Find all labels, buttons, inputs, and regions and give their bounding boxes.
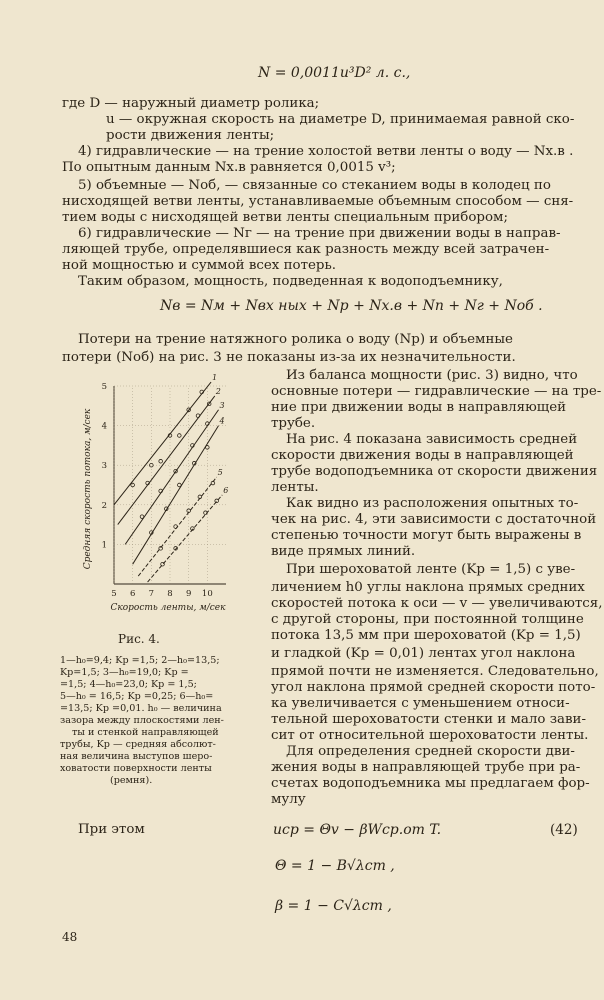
text-line: ной мощностью и суммой всех потерь.	[62, 258, 337, 273]
data-point-3	[140, 515, 144, 519]
text-line: ленты.	[271, 480, 319, 495]
legend-line: Kр=1,5; 3—h₀=19,0; Kр =	[60, 667, 189, 678]
text-line: 5) объемные — Nоб, — связанные со стеканием воды в колодец по	[78, 178, 551, 193]
x-tick-label: 8	[167, 589, 173, 599]
series-line-1	[114, 382, 211, 505]
text-line: угол наклона прямой средней скорости пото-	[271, 680, 596, 695]
text-line: с другой стороны, при постоянной толщине	[271, 612, 584, 627]
text-line: счетах водоподъемника мы предлагаем фор-	[271, 776, 590, 791]
text-line: трубе водоподъемника от скорости движения	[271, 464, 598, 479]
legend-line: трубы, Kр — средняя абсолют-	[60, 739, 216, 750]
text-line: прямой почти не изменяется. Следовательно,	[271, 664, 599, 679]
formula-theta: Θ = 1 − B√λст ,	[275, 858, 395, 874]
data-point-2	[178, 434, 182, 438]
series-label-2: 2	[215, 386, 221, 396]
text-line: Из баланса мощности (рис. 3) видно, что	[286, 368, 578, 383]
text-line: При этом	[78, 822, 145, 837]
text-line: личением h0 углы наклона прямых средних	[271, 580, 585, 595]
text-line: При шероховатой ленте (Kр = 1,5) с уве-	[286, 562, 576, 577]
text-line: где D — наружный диаметр ролика;	[62, 96, 320, 111]
figure-caption: Рис. 4.	[118, 632, 160, 646]
y-tick-label: 5	[101, 382, 107, 392]
text-line: нисходящей ветви ленты, устанавливаемые объемным способом — сня-	[62, 194, 574, 209]
formula-power-loss: N = 0,0011u³D² л. с.,	[258, 65, 411, 81]
velocity-chart	[76, 374, 236, 634]
text-line: скоростей потока к оси — v — увеличиваются,	[271, 596, 603, 611]
legend-line: ховатости поверхности ленты	[60, 763, 212, 774]
page-number: 48	[62, 930, 78, 944]
legend-line: (ремня).	[110, 775, 153, 786]
series-label-4: 4	[219, 416, 225, 426]
y-tick-label: 2	[101, 500, 107, 511]
series-line-3	[125, 410, 218, 545]
legend-line: =13,5; Kр =0,01. h₀ — величина	[60, 703, 222, 714]
legend-line: ная величина выступов шеро-	[60, 751, 213, 762]
text-line: ляющей трубе, определявшиеся как разность между всей затрачен-	[62, 242, 550, 257]
x-tick-label: 10	[201, 589, 213, 599]
data-point-2	[159, 459, 163, 463]
text-line: Как видно из расположения опытных то-	[286, 496, 579, 511]
series-label-5: 5	[217, 468, 223, 478]
text-line: тием воды с нисходящей ветви ленты специальным прибором;	[62, 210, 508, 225]
legend-line: ты и стенкой направляющей	[72, 727, 219, 738]
series-label-1: 1	[212, 374, 218, 383]
text-line: 6) гидравлические — Nг — на трение при движении воды в направ-	[78, 226, 561, 241]
formula-beta: β = 1 − C√λст ,	[275, 898, 392, 914]
text-line: трубе.	[271, 416, 316, 431]
legend-line: =1,5; 4—h₀=23,0; Kр = 1,5;	[60, 679, 197, 690]
text-line: По опытным данным Nх.в равняется 0,0015 v³;	[62, 160, 396, 175]
text-line: На рис. 4 показана зависимость средней	[286, 432, 578, 447]
text-line: Для определения средней скорости дви-	[286, 744, 575, 759]
x-tick-label: 9	[185, 589, 192, 599]
text-line: потери (Nоб) на рис. 3 не показаны из-за их незначительности.	[62, 350, 516, 365]
formula-power-balance: Nв = Nм + Nвх ных + Nр + Nх.в + Nп + Nг + Nоб .	[160, 298, 543, 314]
data-point-6	[161, 562, 165, 566]
text-line: ние при движении воды в направляющей	[271, 400, 567, 415]
text-line: Потери на трение натяжного ролика о воду (Nр) и объемные	[78, 332, 513, 347]
text-line: основные потери — гидравлические — на тре-	[271, 384, 602, 399]
text-line: степенью точности могут быть выражены в	[271, 528, 582, 543]
text-line: мулу	[271, 792, 306, 807]
equation-number: (42)	[550, 822, 578, 838]
x-tick-label: 7	[148, 589, 155, 599]
text-line: Таким образом, мощность, подведенная к водоподъемнику,	[78, 274, 503, 289]
series-label-6: 6	[223, 485, 229, 495]
x-tick-label: 6	[129, 589, 136, 599]
text-line: тельной шероховатости стенки и мало зави-	[271, 712, 586, 727]
text-line: 4) гидравлические — на трение холостой ветви ленты о воду — Nх.в .	[78, 144, 574, 159]
legend-line: зазора между плоскостями лен-	[60, 715, 224, 726]
y-tick-label: 1	[101, 540, 107, 551]
series-label-3: 3	[219, 400, 225, 410]
text-line: потока 13,5 мм при шероховатой (Kр = 1,5)	[271, 628, 581, 643]
formula-mean-velocity: uср = Θv − βWср.от T.	[273, 822, 442, 838]
data-point-4	[178, 483, 182, 487]
y-axis-label: Средняя скорость потока, м/сек	[83, 408, 93, 570]
text-line: u — окружная скорость на диаметре D, принимаемая равной ско-	[106, 112, 575, 127]
legend-line: 1—h₀=9,4; Kр =1,5; 2—h₀=13,5;	[60, 655, 220, 666]
text-line: рости движения ленты;	[106, 128, 275, 143]
text-line: ка увеличивается с уменьшением относи-	[271, 696, 570, 711]
text-line: и гладкой (Kр = 0,01) лентах угол наклона	[271, 646, 576, 661]
text-line: сит от относительной шероховатости ленты.	[271, 728, 589, 743]
text-line: жения воды в направляющей трубе при ра-	[271, 760, 581, 775]
y-tick-label: 4	[101, 421, 107, 432]
legend-line: 5—h₀ = 16,5; Kр =0,25; 6—h₀=	[60, 691, 214, 702]
x-axis-label: Скорость ленты, м/сек	[110, 603, 226, 613]
series-line-2	[118, 396, 215, 525]
text-line: скорости движения воды в направляющей	[271, 448, 574, 463]
text-line: чек на рис. 4, эти зависимости с достаточной	[271, 512, 597, 527]
series-line-6	[148, 495, 223, 582]
x-tick-label: 5	[111, 589, 117, 599]
y-tick-label: 3	[101, 461, 107, 472]
text-line: виде прямых линий.	[271, 544, 416, 559]
